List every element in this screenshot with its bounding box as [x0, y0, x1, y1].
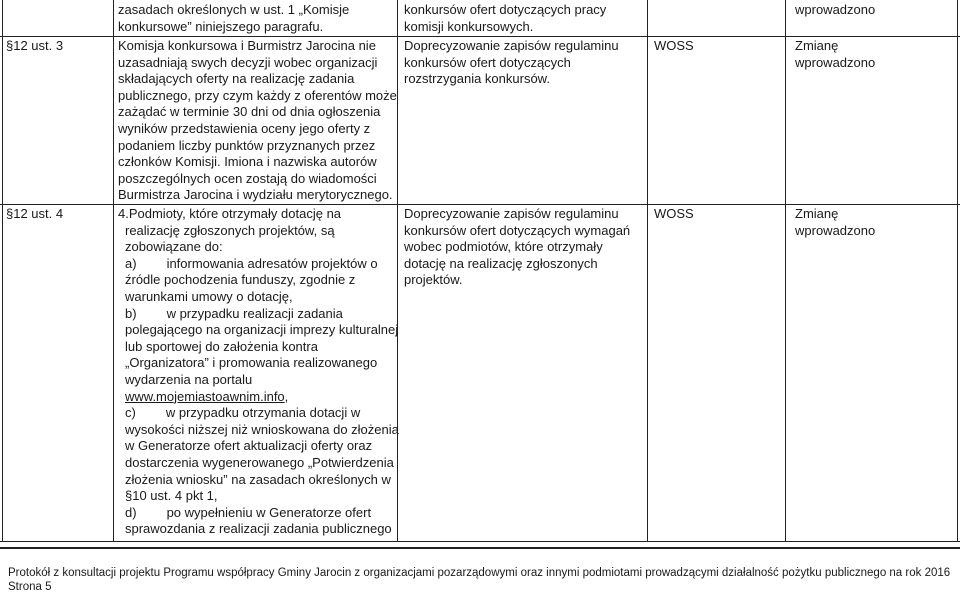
table-row-divider	[0, 204, 960, 205]
footer-divider	[0, 547, 960, 549]
ust3-proposal: Doprecyzowanie zapisów regulaminu konkursów ofert dotyczących rozstrzygania konkursów.	[404, 38, 619, 87]
prev-row-proposal: konkursów ofert dotyczących pracy komisji konkursowych.	[404, 2, 607, 34]
ust4-status: Zmianę wprowadzono	[795, 206, 876, 238]
table-column-divider	[113, 0, 114, 542]
footer-title: Protokół z konsultacji projektu Programu współpracy Gminy Jarocin z organizacjami pozarządowymi oraz innymi podmiotami prowadzącymi działalność pożytku publicznego na rok 2016	[8, 567, 951, 579]
prev-row-status: wprowadzono	[795, 2, 876, 17]
table-border-right	[957, 0, 958, 542]
ust3-submitter: WOSS	[654, 38, 694, 53]
table-column-divider	[785, 0, 786, 542]
table-border-left	[2, 0, 3, 542]
list-item-b: b) w przypadku realizacji zadania	[125, 305, 343, 321]
ust3-status: Zmianę wprowadzono	[795, 38, 876, 70]
list-item-c: c) w przypadku otrzymania dotacji w	[125, 405, 361, 421]
table-row-divider	[0, 36, 960, 37]
table-column-divider	[647, 0, 648, 542]
ust4-reference: §12 ust. 4	[6, 206, 64, 221]
ust4-content: 4.Podmioty, które otrzymały dotację na realizację zgłoszonych projektów, są zobowiązane do: a) informowania adresatów projektów o źródle pochodzenia funduszy, zgodnie z warunkami umowy o dotację, b) w przypadku realizacji zadania polegającego na organizacji imprezy kulturalnej lub sportowej do założenia kontra „Organizatora” i promowania realizowanego wydarzenia na portalu www.mojemiastoawnim.info, c) w przypadku otrzymania dotacji w wysokości niższej niż wnioskowana do złożenia w Generatorze ofert aktualizacji oferty oraz dostarczenia wygenerowanego „Potwierdzenia złożenia wniosku” na zasadach określonych w §10 ust. 4 pkt 1, d) po wypełnieniu w Generatorze ofert sprawozdania z realizacji zadania publicznego	[118, 206, 399, 537]
list-item-a: a) informowania adresatów projektów o	[125, 255, 378, 271]
prev-row-content: zasadach określonych w ust. 1 „Komisje konkursowe” niniejszego paragrafu.	[118, 2, 350, 34]
ust3-reference: §12 ust. 3	[6, 38, 64, 53]
page-number: Strona 5	[8, 581, 52, 593]
ust4-proposal: Doprecyzowanie zapisów regulaminu konkursów ofert dotyczących wymagań wobec podmiotów, które otrzymały dotację na realizację zgłoszonych projektów.	[404, 206, 631, 288]
ust3-content: Komisja konkursowa i Burmistrz Jarocina nie uzasadniają swych decyzji wobec organizacji składających oferty na realizację zadania publicznego, przy czym każdy z oferentów może zażądać w terminie 30 dni od dnia ogłoszenia wyników przedstawienia oceny jego oferty z podaniem liczby punktów przyznanych przez członków Komisji. Imiona i nazwiska autorów poszczególnych ocen zostają do wiadomości Burmistrza Jarocina i wydziału merytorycznego.	[118, 38, 397, 203]
ust4-submitter: WOSS	[654, 206, 694, 221]
list-item-d: d) po wypełnieniu w Generatorze ofert	[125, 504, 372, 520]
portal-link[interactable]: www.mojemiastoawnim.info	[125, 388, 285, 404]
table-bottom-border	[0, 541, 960, 542]
